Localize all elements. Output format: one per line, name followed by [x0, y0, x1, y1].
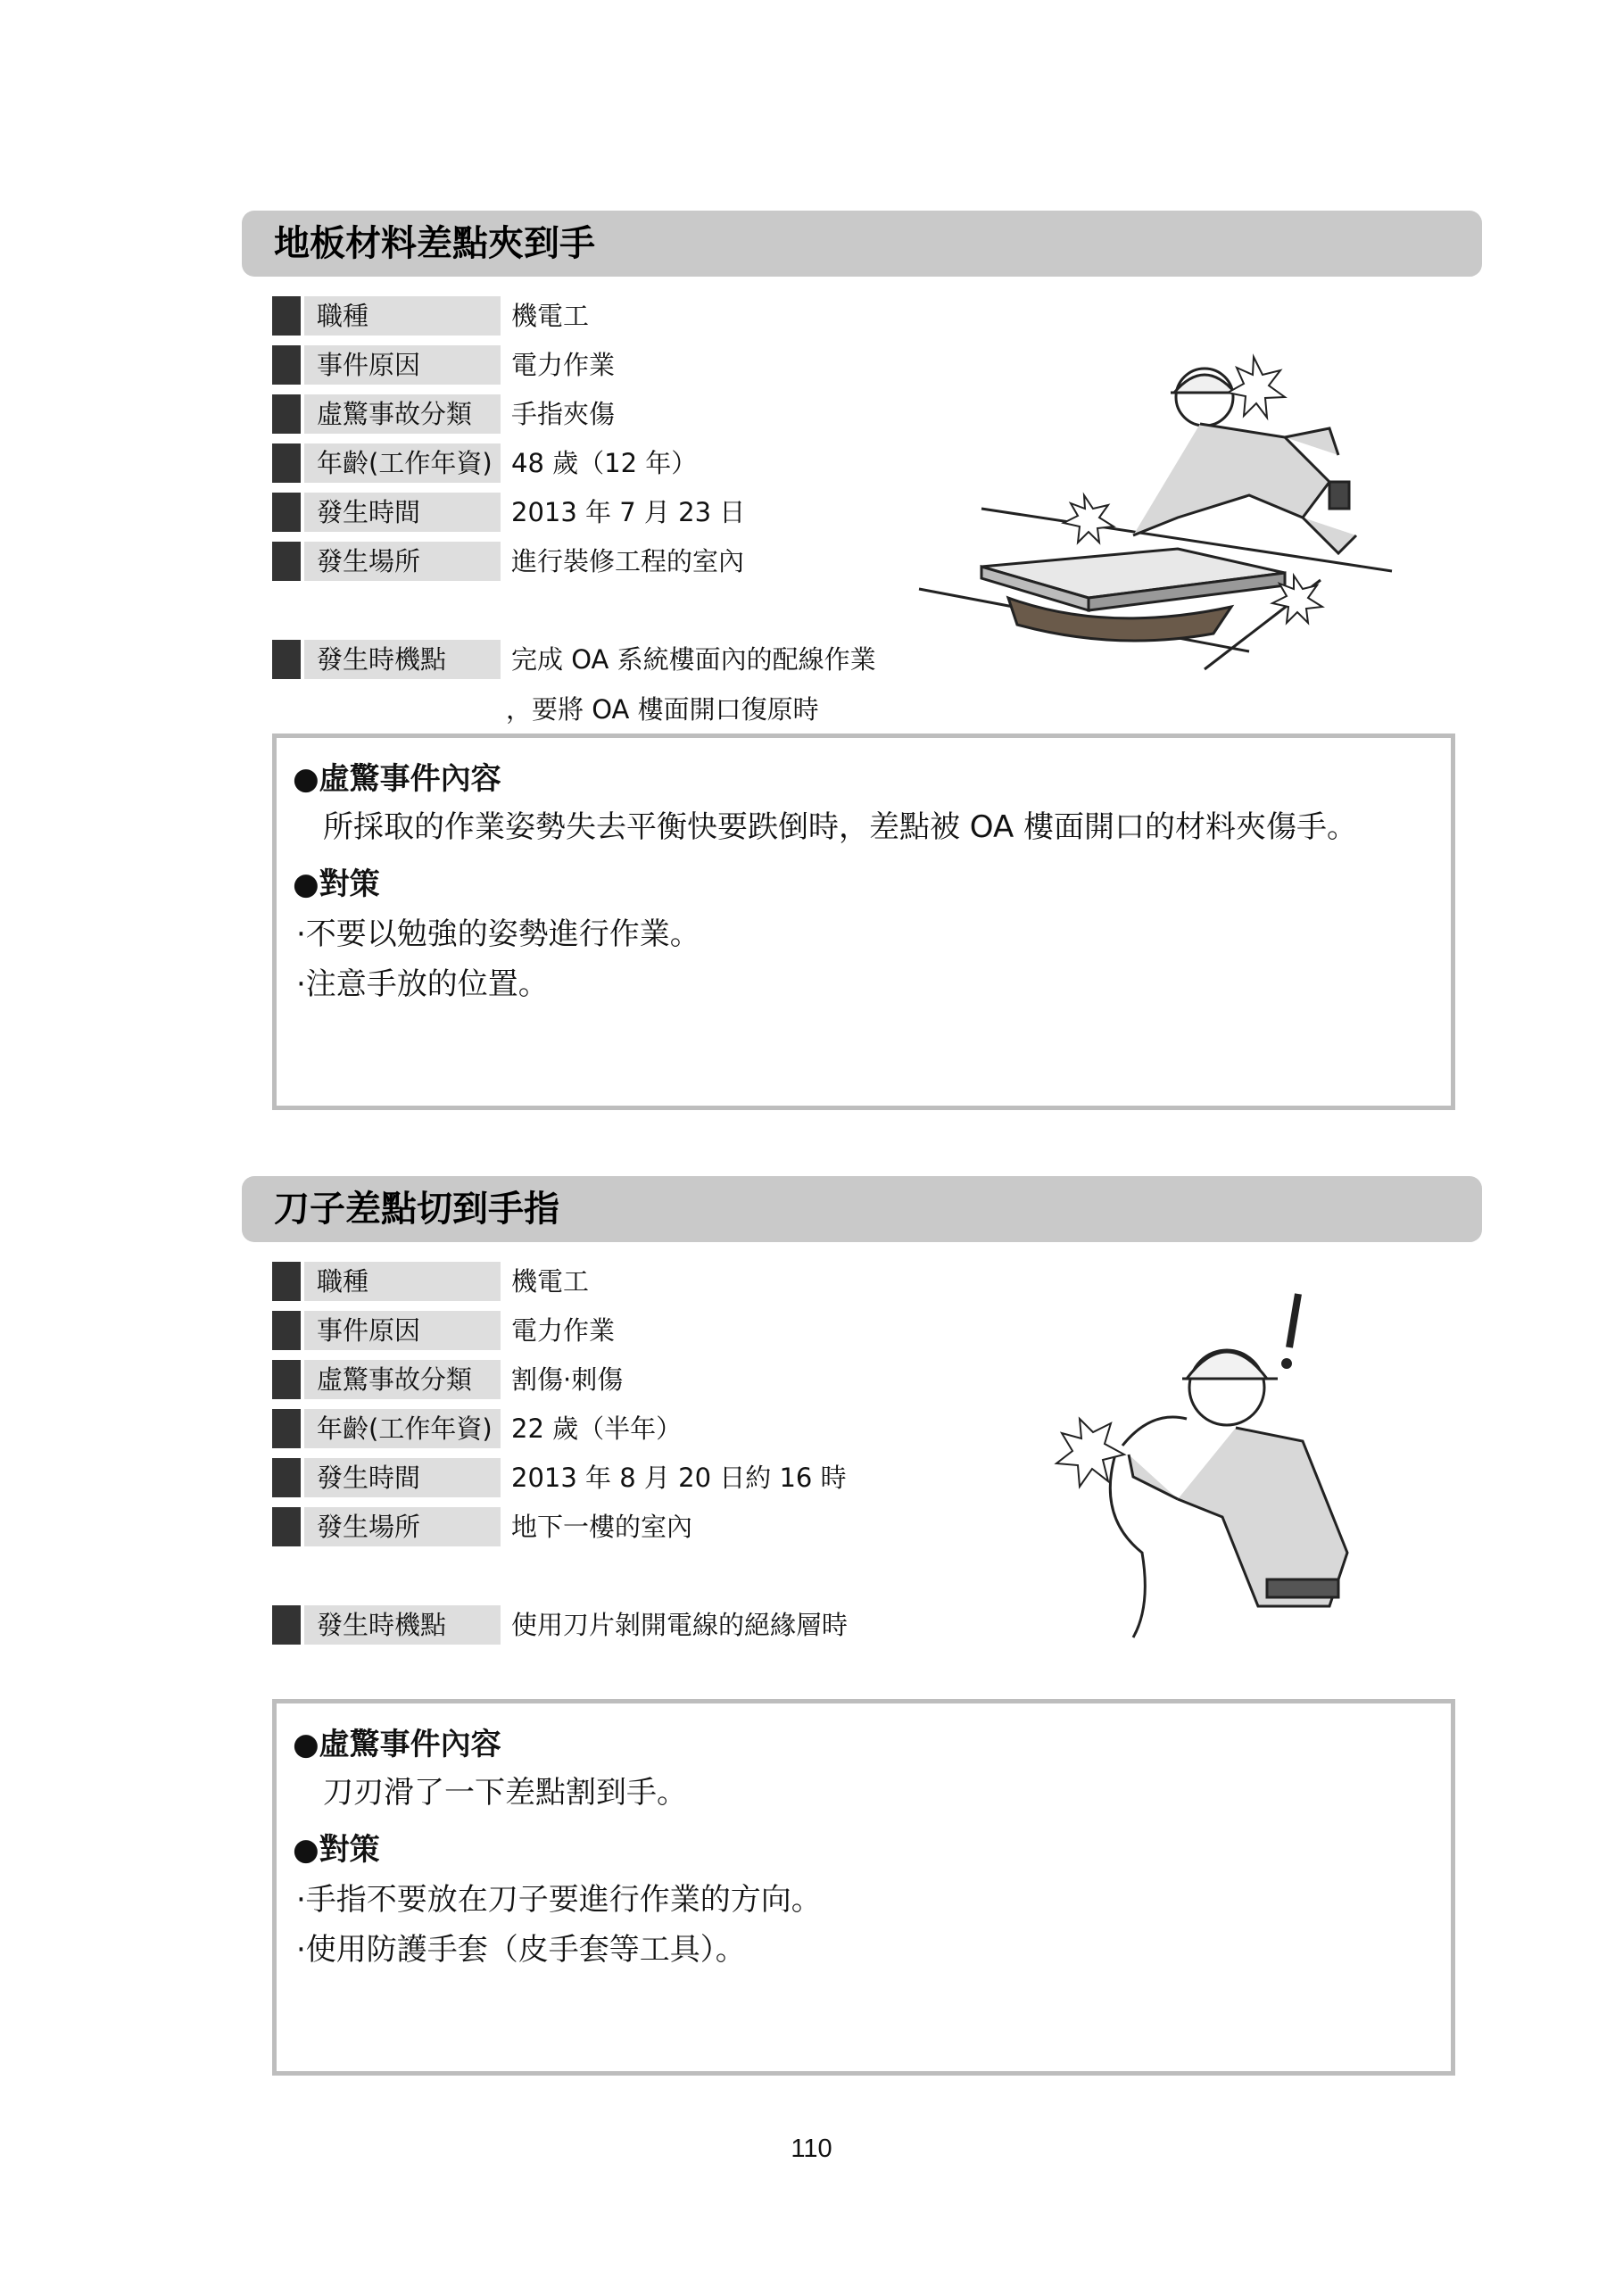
row-marker — [272, 542, 301, 581]
field-label: 發生時間 — [304, 1458, 501, 1497]
row-marker — [272, 345, 301, 385]
content-heading: ●虛驚事件內容 — [293, 1727, 501, 1762]
field-label: 職種 — [304, 296, 501, 336]
field-label: 發生時機點 — [304, 640, 501, 679]
row-marker — [272, 1507, 301, 1546]
row-marker — [272, 640, 301, 679]
field-value: 使用刀片剝開電線的絕緣層時 — [511, 1610, 849, 1640]
measures-heading: ●對策 — [293, 1832, 380, 1868]
content-text: 刀刃滑了一下差點割到手。 — [323, 1775, 687, 1811]
section-title-bar — [242, 1176, 1482, 1242]
field-value: 地下一樓的室內 — [511, 1512, 693, 1542]
field-label: 發生場所 — [304, 1507, 501, 1546]
wire-stripping-illustration — [1044, 1285, 1365, 1642]
row-marker — [272, 443, 301, 483]
field-value: 22 歲（半年） — [511, 1413, 683, 1444]
field-label: 年齡(工作年資) — [304, 443, 501, 483]
field-label: 職種 — [304, 1262, 501, 1301]
row-marker — [272, 1605, 301, 1645]
field-value: 2013 年 7 月 23 日 — [511, 497, 746, 527]
field-label: 虛驚事故分類 — [304, 1360, 501, 1399]
field-value-continued: ，要將 OA 樓面開口復原時 — [506, 694, 819, 725]
content-heading: ●虛驚事件內容 — [293, 761, 501, 797]
section-title-bar — [242, 211, 1482, 277]
measures-heading: ●對策 — [293, 866, 380, 902]
incident-content-box — [272, 734, 1455, 1110]
field-label: 虛驚事故分類 — [304, 394, 501, 434]
field-value: 機電工 — [511, 301, 590, 331]
field-label: 事件原因 — [304, 1311, 501, 1350]
field-value: 割傷·刺傷 — [511, 1364, 624, 1395]
field-value: 48 歲（12 年） — [511, 448, 698, 478]
section-title: 刀子差點切到手指 — [274, 1189, 559, 1230]
row-marker — [272, 296, 301, 336]
row-marker — [272, 1311, 301, 1350]
measure-item: ·不要以勉強的姿勢進行作業。 — [296, 916, 700, 952]
row-marker — [272, 394, 301, 434]
measure-item: ·使用防護手套（皮手套等工具）。 — [296, 1932, 746, 1968]
field-value: 完成 OA 系統樓面內的配線作業 — [511, 644, 876, 675]
row-marker — [272, 1262, 301, 1301]
measure-item: ·手指不要放在刀子要進行作業的方向。 — [296, 1882, 822, 1918]
section-title: 地板材料差點夾到手 — [274, 223, 595, 264]
row-marker — [272, 1409, 301, 1448]
field-label: 年齡(工作年資) — [304, 1409, 501, 1448]
field-label: 發生時機點 — [304, 1605, 501, 1645]
field-value: 手指夾傷 — [511, 399, 616, 429]
incident-content-box — [272, 1699, 1455, 2076]
field-value: 進行裝修工程的室內 — [511, 546, 745, 576]
row-marker — [272, 1458, 301, 1497]
floor-panel-illustration — [910, 339, 1410, 678]
field-value: 2013 年 8 月 20 日約 16 時 — [511, 1463, 847, 1493]
content-text: 所採取的作業姿勢失去平衡快要跌倒時，差點被 OA 樓面開口的材料夾傷手。 — [323, 809, 1358, 845]
measure-item: ·注意手放的位置。 — [296, 966, 549, 1002]
page-number: 110 — [791, 2134, 832, 2163]
row-marker — [272, 1360, 301, 1399]
field-value: 機電工 — [511, 1266, 590, 1297]
row-marker — [272, 493, 301, 532]
field-label: 發生場所 — [304, 542, 501, 581]
field-label: 事件原因 — [304, 345, 501, 385]
field-value: 電力作業 — [511, 1315, 616, 1346]
field-value: 電力作業 — [511, 350, 616, 380]
field-label: 發生時間 — [304, 493, 501, 532]
